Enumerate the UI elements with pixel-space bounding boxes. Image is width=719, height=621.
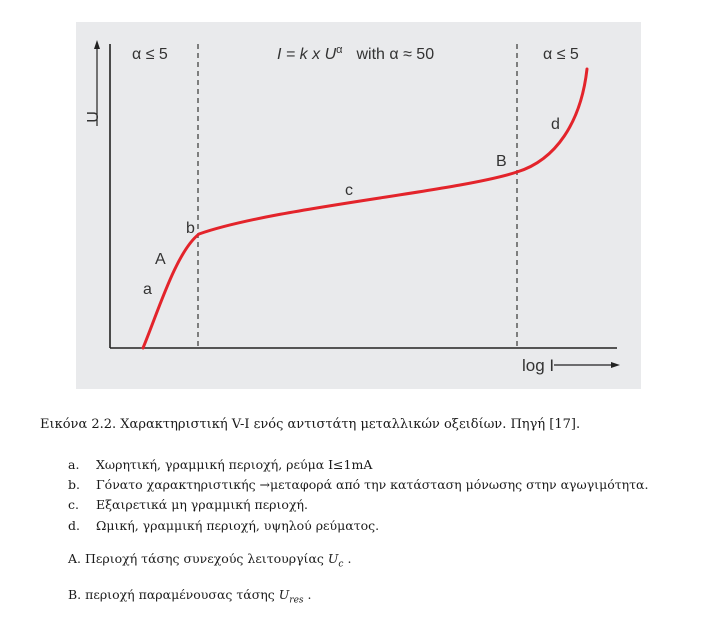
vi-characteristic-figure bbox=[76, 22, 641, 389]
list-item bbox=[68, 474, 648, 494]
list-marker: c. bbox=[68, 497, 79, 513]
note-text: B. περιοχή παραμένουσας τάσης bbox=[68, 587, 279, 602]
point-label-A: A bbox=[155, 251, 166, 268]
figure-caption: Εικόνα 2.2. Χαρακτηριστική V-I ενός αντιστάτη μεταλλικών οξειδίων. Πηγή [17]. bbox=[40, 417, 581, 432]
point-label-b: b bbox=[186, 220, 195, 237]
list-item bbox=[68, 515, 648, 535]
math-symbol: $U_{res}$ bbox=[278, 587, 304, 606]
list-marker: d. bbox=[68, 517, 80, 533]
list-text: Γόνατο χαρακτηριστικής →μεταφορά από την κατάσταση μόνωσης στην αγωγιμότητα. bbox=[96, 476, 649, 492]
note-continuous-voltage: A. Περιοχή τάσης συνεχούς λειτουργίας $U_c$ . bbox=[68, 551, 352, 570]
figure-background bbox=[76, 22, 641, 389]
point-label-B: B bbox=[496, 153, 507, 170]
point-label-d: d bbox=[551, 116, 560, 133]
note-residual-voltage: B. περιοχή παραμένουσας τάσης $U_{res}$ . bbox=[68, 587, 312, 606]
region-label-middle: I = k x $U^\alpha$ with α ≈ 50 bbox=[277, 44, 435, 63]
list-item bbox=[68, 454, 648, 474]
list-marker: b. bbox=[68, 476, 80, 492]
point-label-a: a bbox=[143, 281, 152, 298]
region-label-right: α ≤ 5 bbox=[543, 46, 579, 63]
note-text: A. Περιοχή τάσης συνεχούς λειτουργίας bbox=[68, 551, 328, 566]
list-text: Εξαιρετικά μη γραμμική περιοχή. bbox=[96, 497, 308, 513]
list-text: Χωρητική, γραμμική περιοχή, ρεύμα I≤1mA bbox=[96, 456, 373, 472]
x-axis-label: log I bbox=[522, 356, 555, 375]
point-label-c: c bbox=[345, 182, 353, 199]
math-symbol: $U_c$ bbox=[327, 551, 344, 570]
list-marker: a. bbox=[68, 456, 80, 472]
list-text: Ωμική, γραμμική περιοχή, υψηλού ρεύματος. bbox=[96, 517, 380, 533]
region-label-left: α ≤ 5 bbox=[132, 46, 168, 63]
region-list bbox=[68, 454, 648, 535]
y-axis-label: U bbox=[85, 111, 102, 123]
list-item bbox=[68, 495, 648, 515]
